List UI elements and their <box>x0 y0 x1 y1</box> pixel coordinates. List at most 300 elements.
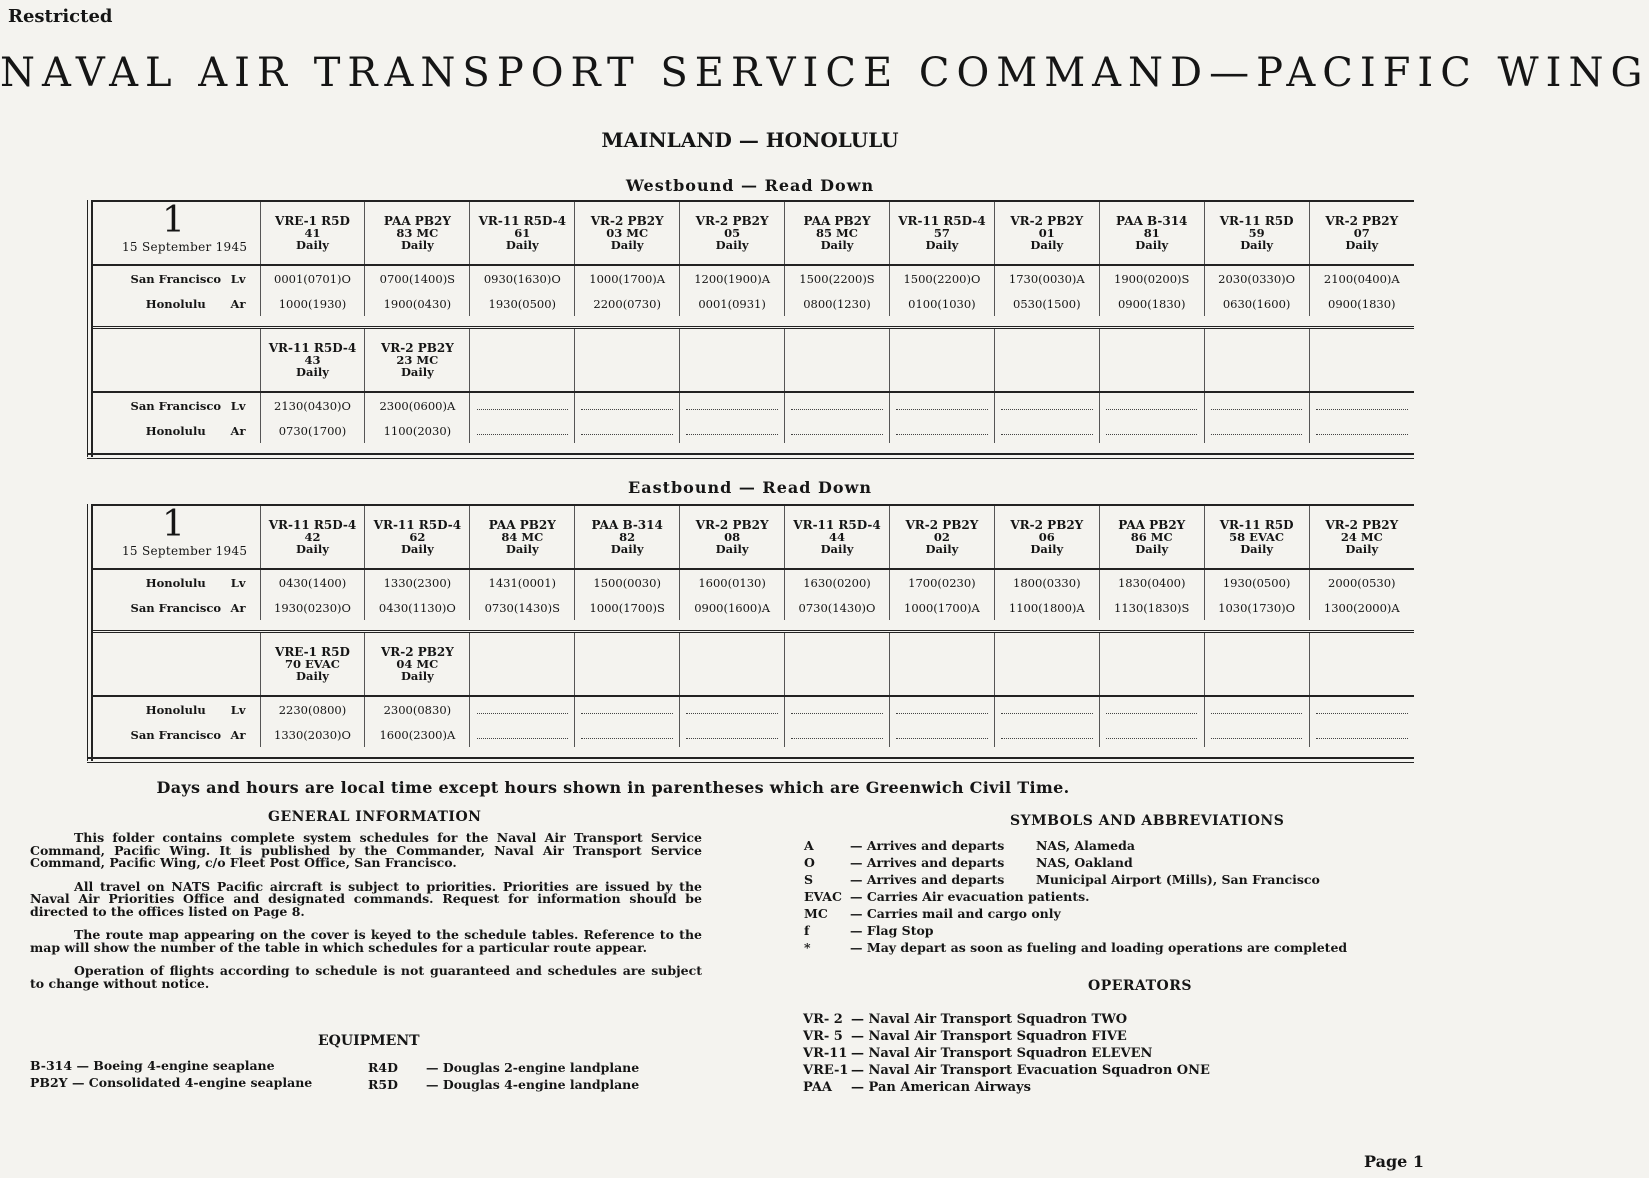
time-cell: 1100(2030) <box>365 418 470 443</box>
time-cell: 0900(1830) <box>1309 291 1414 316</box>
equipment-item <box>30 1075 312 1090</box>
time-cell: 1000(1930) <box>260 291 365 316</box>
time-cell <box>680 696 785 722</box>
time-cell <box>1309 392 1414 418</box>
arrival-row <box>92 722 1414 747</box>
operator-code: VR- 2 <box>803 1012 843 1027</box>
dotted-blank <box>791 730 882 739</box>
general-info-body <box>30 832 702 1001</box>
time-cell: 1200(1900)A <box>680 265 785 291</box>
dotted-blank <box>1211 730 1302 739</box>
flight-header <box>365 505 470 569</box>
dotted-blank <box>686 705 777 714</box>
flight-frequency: Daily <box>1030 542 1064 556</box>
time-cell: 0900(1600)A <box>680 595 785 620</box>
general-info-paragraph: Operation of flights according to schedule is not guaranteed and schedules are subject to change without notice. <box>30 963 702 991</box>
dotted-blank <box>686 401 777 410</box>
equipment-code: B-314 <box>30 1058 73 1073</box>
table-corner <box>92 632 260 697</box>
operator-aircraft: VR-2 PB2Y <box>1010 518 1084 532</box>
time-cell: 1130(1830)S <box>1099 595 1204 620</box>
flight-header <box>1204 505 1309 569</box>
flight-header <box>889 328 994 393</box>
flight-header <box>680 505 785 569</box>
flight-number: 01 <box>1038 226 1055 240</box>
flight-header <box>575 505 680 569</box>
flight-frequency: Daily <box>505 238 539 252</box>
equipment-item <box>368 1060 639 1075</box>
dotted-blank <box>896 705 987 714</box>
gap-cell <box>92 443 1414 453</box>
equipment-code: R4D <box>368 1060 398 1075</box>
time-cell: 2300(0830) <box>365 696 470 722</box>
flight-header <box>680 201 785 265</box>
flight-header <box>470 632 575 697</box>
flight-frequency: Daily <box>715 542 749 556</box>
lv-ar-code: Ar <box>230 600 246 615</box>
dotted-blank <box>1211 401 1302 410</box>
flight-header <box>470 505 575 569</box>
flight-frequency: Daily <box>1345 238 1379 252</box>
equipment-desc: — Douglas 4-engine landplane <box>426 1077 640 1092</box>
city-label <box>92 392 260 418</box>
table-corner <box>92 328 260 393</box>
time-cell: 2030(0330)O <box>1204 265 1309 291</box>
time-cell: 0700(1400)S <box>365 265 470 291</box>
flight-header <box>260 328 365 393</box>
flight-header <box>785 201 890 265</box>
time-cell: 1000(1700)S <box>575 595 680 620</box>
departure-row <box>92 392 1414 418</box>
equipment-desc: — Douglas 2-engine landplane <box>426 1060 640 1075</box>
dotted-blank <box>477 705 568 714</box>
time-cell <box>1204 696 1309 722</box>
flight-frequency: Daily <box>296 542 329 556</box>
dotted-blank <box>1106 426 1197 435</box>
table-number: 1 <box>162 200 185 241</box>
dotted-blank <box>477 730 568 739</box>
dotted-blank <box>1106 730 1197 739</box>
equipment-item <box>30 1058 275 1073</box>
time-cell <box>1099 722 1204 747</box>
time-cell: 1800(0330) <box>994 569 1099 595</box>
flight-header <box>1204 201 1309 265</box>
equipment-code: R5D <box>368 1077 398 1092</box>
flight-number: 08 <box>724 530 741 544</box>
frame-left-rule-inner <box>91 200 95 457</box>
time-cell <box>1309 722 1414 747</box>
operator-aircraft: VR-11 R5D-4 <box>268 518 357 532</box>
operator-aircraft: VRE-1 R5D <box>275 645 350 659</box>
flight-number: 24 MC <box>1340 530 1383 544</box>
city-label <box>92 569 260 595</box>
dotted-blank <box>686 426 777 435</box>
flight-frequency: Daily <box>400 669 434 683</box>
dotted-blank <box>896 730 987 739</box>
dotted-blank <box>581 705 672 714</box>
flight-frequency: Daily <box>1030 238 1064 252</box>
flight-frequency: Daily <box>925 542 959 556</box>
equipment-desc: — Consolidated 4-engine seaplane <box>71 1075 313 1090</box>
dotted-blank <box>791 705 882 714</box>
time-cell: 1830(0400) <box>1099 569 1204 595</box>
time-cell: 1600(2300)A <box>365 722 470 747</box>
time-cell: 1431(0001) <box>470 569 575 595</box>
dotted-blank <box>1211 426 1302 435</box>
operator-aircraft: VR-11 R5D-4 <box>478 214 566 228</box>
flight-frequency: Daily <box>400 365 434 379</box>
flight-header <box>994 632 1099 697</box>
time-cell: 0530(1500) <box>994 291 1099 316</box>
flight-header <box>1309 632 1414 697</box>
city-name: Honolulu <box>145 296 206 311</box>
schedule-table <box>92 200 1414 453</box>
operator-aircraft: PAA PB2Y <box>488 518 556 532</box>
flight-number: 23 MC <box>396 353 439 367</box>
city-label <box>92 291 260 316</box>
flight-number: 59 <box>1248 226 1265 240</box>
dotted-blank <box>896 401 987 410</box>
operators-title: OPERATORS <box>1088 978 1192 994</box>
time-cell: 2300(0600)A <box>365 392 470 418</box>
flight-header <box>1309 328 1414 393</box>
city-label <box>92 722 260 747</box>
dotted-blank <box>686 730 777 739</box>
flight-frequency: Daily <box>1135 238 1169 252</box>
time-cell <box>575 418 680 443</box>
flight-header <box>994 505 1099 569</box>
time-cell: 0800(1230) <box>785 291 890 316</box>
flight-header <box>470 201 575 265</box>
flight-frequency: Daily <box>505 542 539 556</box>
symbol-desc: — Carries mail and cargo only <box>850 906 1061 921</box>
operator-aircraft: VR-2 PB2Y <box>1325 518 1399 532</box>
flight-number: 42 <box>304 530 321 544</box>
row-gap <box>92 620 1414 632</box>
flight-header <box>1099 201 1204 265</box>
dotted-blank <box>1001 705 1092 714</box>
dotted-blank <box>1211 705 1302 714</box>
table-corner <box>92 201 260 265</box>
lv-ar-code: Ar <box>230 296 246 311</box>
lv-ar-code: Ar <box>230 727 246 742</box>
time-note: Days and hours are local time except hours shown in parentheses which are Greenwich Civil Time. <box>156 778 1070 797</box>
city-name: San Francisco <box>130 398 221 413</box>
time-cell: 2200(0730) <box>575 291 680 316</box>
flight-header <box>1099 505 1204 569</box>
flight-header <box>785 505 890 569</box>
flight-header <box>470 328 575 393</box>
arrival-row <box>92 595 1414 620</box>
flight-header <box>994 328 1099 393</box>
time-cell <box>1204 392 1309 418</box>
westbound-title: Westbound — Read Down <box>625 176 875 195</box>
time-cell <box>1309 418 1414 443</box>
frame-bottom-rule <box>87 453 1414 459</box>
frame-bottom-rule <box>87 757 1414 763</box>
flight-frequency: Daily <box>610 238 644 252</box>
flight-header <box>889 505 994 569</box>
time-cell: 1730(0030)A <box>994 265 1099 291</box>
flight-frequency: Daily <box>296 238 329 252</box>
time-cell: 1600(0130) <box>680 569 785 595</box>
symbol-key: f <box>804 923 810 938</box>
city-label <box>92 265 260 291</box>
symbol-desc: — Arrives and departs <box>850 872 1005 887</box>
time-cell: 0100(1030) <box>889 291 994 316</box>
time-cell <box>994 722 1099 747</box>
time-cell: 0430(1130)O <box>365 595 470 620</box>
flight-number: 86 MC <box>1130 530 1173 544</box>
flight-frequency: Daily <box>400 542 434 556</box>
city-name: Honolulu <box>145 423 206 438</box>
eastbound-schedule <box>92 504 1414 761</box>
dotted-blank <box>581 730 672 739</box>
operator-aircraft: VR-11 R5D <box>1219 214 1294 228</box>
time-cell <box>1309 696 1414 722</box>
row-gap <box>92 443 1414 453</box>
flight-header <box>785 632 890 697</box>
flight-header <box>365 328 470 393</box>
time-cell: 1100(1800)A <box>994 595 1099 620</box>
operator-desc: — Naval Air Transport Squadron ELEVEN <box>851 1046 1153 1061</box>
time-cell: 0430(1400) <box>260 569 365 595</box>
departure-row <box>92 569 1414 595</box>
departure-row <box>92 265 1414 291</box>
symbol-key: S <box>804 872 814 887</box>
time-cell <box>994 392 1099 418</box>
flight-number: 81 <box>1143 226 1160 240</box>
dotted-blank <box>1106 401 1197 410</box>
symbol-location: NAS, Oakland <box>1036 855 1133 870</box>
operator-aircraft: VR-2 PB2Y <box>1010 214 1084 228</box>
flight-number: 57 <box>933 226 950 240</box>
flight-frequency: Daily <box>296 365 329 379</box>
operator-aircraft: VR-11 R5D-4 <box>793 518 881 532</box>
time-cell: 0001(0931) <box>680 291 785 316</box>
flight-frequency: Daily <box>296 669 329 683</box>
eastbound-title: Eastbound — Read Down <box>628 478 872 497</box>
time-cell: 2000(0530) <box>1309 569 1414 595</box>
effective-date: 15 September 1945 <box>122 544 248 558</box>
time-cell: 0900(1830) <box>1099 291 1204 316</box>
dotted-blank <box>791 401 882 410</box>
general-info-paragraph: This folder contains complete system schedules for the Naval Air Transport Service Command, Pacific Wing. It is published by the Commander, Naval Air Transport Service Command, Pacific Wing, c/o Fleet Post Office, San Francisco. <box>30 830 702 870</box>
time-cell <box>994 696 1099 722</box>
lv-ar-code: Lv <box>230 575 246 590</box>
flight-number: 70 EVAC <box>285 657 340 671</box>
time-cell: 0730(1430)O <box>785 595 890 620</box>
city-name: San Francisco <box>130 271 221 286</box>
operator-desc: — Naval Air Transport Evacuation Squadron ONE <box>851 1063 1210 1078</box>
dotted-blank <box>1316 401 1408 410</box>
operator-aircraft: VR-2 PB2Y <box>380 341 454 355</box>
operator-aircraft: VR-11 R5D-4 <box>898 214 986 228</box>
flight-number: 61 <box>514 226 531 240</box>
city-name: San Francisco <box>130 727 221 742</box>
operator-desc: — Naval Air Transport Squadron TWO <box>851 1012 1128 1027</box>
dotted-blank <box>581 401 672 410</box>
time-cell <box>575 722 680 747</box>
time-cell <box>680 392 785 418</box>
operator-aircraft: VR-2 PB2Y <box>695 214 769 228</box>
flight-header <box>1204 328 1309 393</box>
flight-number: 84 MC <box>501 530 544 544</box>
flight-header <box>365 201 470 265</box>
operator-aircraft: VRE-1 R5D <box>275 214 350 228</box>
flight-number: 82 <box>619 530 636 544</box>
flight-header <box>785 328 890 393</box>
time-cell: 0930(1630)O <box>470 265 575 291</box>
operator-aircraft: PAA PB2Y <box>383 214 451 228</box>
time-cell: 1000(1700)A <box>575 265 680 291</box>
flight-header <box>994 201 1099 265</box>
time-cell: 2130(0430)O <box>260 392 365 418</box>
general-info-paragraph: All travel on NATS Pacific aircraft is subject to priorities. Priorities are issued by the Naval Air Priorities Office and designated commands. Request for information should be directed to the offices listed on Page 8. <box>30 878 702 919</box>
operator-desc: — Naval Air Transport Squadron FIVE <box>851 1029 1127 1044</box>
gap-cell <box>92 316 1414 328</box>
symbol-location: Municipal Airport (Mills), San Francisco <box>1036 872 1320 887</box>
flight-header <box>680 328 785 393</box>
flight-frequency: Daily <box>400 238 434 252</box>
time-cell <box>470 696 575 722</box>
time-cell: 1900(0430) <box>365 291 470 316</box>
operator-code: VR-11 <box>803 1046 848 1061</box>
operator-aircraft: VR-2 PB2Y <box>905 518 979 532</box>
dotted-blank <box>791 426 882 435</box>
time-cell <box>785 722 890 747</box>
dotted-blank <box>1316 730 1408 739</box>
operator-code: VR- 5 <box>803 1029 843 1044</box>
general-info-title: GENERAL INFORMATION <box>268 809 482 825</box>
flight-header-row <box>92 632 1414 697</box>
departure-row <box>92 696 1414 722</box>
flight-header <box>1309 201 1414 265</box>
dotted-blank <box>1001 426 1092 435</box>
lv-ar-code: Lv <box>230 398 246 413</box>
time-cell: 1000(1700)A <box>889 595 994 620</box>
time-cell: 1330(2300) <box>365 569 470 595</box>
operator-aircraft: PAA PB2Y <box>803 214 871 228</box>
time-cell <box>470 392 575 418</box>
flight-number: 41 <box>304 226 321 240</box>
lv-ar-code: Lv <box>230 271 246 286</box>
arrival-row <box>92 291 1414 316</box>
flight-frequency: Daily <box>1345 542 1379 556</box>
dotted-blank <box>477 401 568 410</box>
gap-cell <box>92 747 1414 757</box>
flight-header <box>575 328 680 393</box>
time-cell: 1300(2000)A <box>1309 595 1414 620</box>
flight-header-row <box>92 201 1414 265</box>
time-cell <box>994 418 1099 443</box>
flight-number: 85 MC <box>816 226 858 240</box>
flight-frequency: Daily <box>1135 542 1169 556</box>
city-label <box>92 595 260 620</box>
westbound-schedule <box>92 200 1414 457</box>
time-cell: 1630(0200) <box>785 569 890 595</box>
table-number: 1 <box>162 504 185 545</box>
flight-number: 58 EVAC <box>1229 530 1285 544</box>
flight-number: 07 <box>1353 226 1370 240</box>
equipment-item <box>368 1077 639 1092</box>
flight-header <box>1099 632 1204 697</box>
time-cell <box>889 392 994 418</box>
time-cell <box>575 392 680 418</box>
row-gap <box>92 747 1414 757</box>
time-cell <box>785 696 890 722</box>
time-cell: 0630(1600) <box>1204 291 1309 316</box>
time-cell: 1930(0230)O <box>260 595 365 620</box>
time-cell <box>575 696 680 722</box>
time-cell: 1700(0230) <box>889 569 994 595</box>
operator-desc: — Pan American Airways <box>851 1080 1031 1095</box>
symbol-location: NAS, Alameda <box>1036 838 1135 853</box>
equipment-desc: — Boeing 4-engine seaplane <box>76 1058 275 1073</box>
arrival-row <box>92 418 1414 443</box>
flight-header <box>1204 632 1309 697</box>
time-cell <box>470 722 575 747</box>
time-cell <box>680 722 785 747</box>
flight-number: 43 <box>304 353 321 367</box>
flight-header <box>680 632 785 697</box>
flight-frequency: Daily <box>715 238 749 252</box>
flight-header <box>260 505 365 569</box>
flight-number: 02 <box>933 530 950 544</box>
flight-header <box>575 632 680 697</box>
time-cell: 1030(1730)O <box>1204 595 1309 620</box>
operator-aircraft: VR-2 PB2Y <box>1325 214 1399 228</box>
flight-frequency: Daily <box>820 542 854 556</box>
time-cell: 1930(0500) <box>470 291 575 316</box>
dotted-blank <box>1001 730 1092 739</box>
flight-header <box>889 201 994 265</box>
flight-frequency: Daily <box>610 542 644 556</box>
row-gap <box>92 316 1414 328</box>
time-cell <box>1099 418 1204 443</box>
time-cell <box>785 418 890 443</box>
flight-header-row <box>92 505 1414 569</box>
time-cell: 1500(0030) <box>575 569 680 595</box>
flight-frequency: Daily <box>925 238 959 252</box>
dotted-blank <box>896 426 987 435</box>
flight-number: 04 MC <box>396 657 439 671</box>
symbol-desc: — Carries Air evacuation patients. <box>850 889 1090 904</box>
time-cell: 1500(2200)S <box>785 265 890 291</box>
frame-left-rule-inner <box>91 504 95 761</box>
route-title: MAINLAND — HONOLULU <box>601 128 899 152</box>
time-cell: 0001(0701)O <box>260 265 365 291</box>
flight-number: 62 <box>409 530 426 544</box>
operator-code: VRE-1 <box>803 1063 849 1078</box>
dotted-blank <box>1316 705 1408 714</box>
operator-aircraft: VR-2 PB2Y <box>380 645 454 659</box>
symbol-key: A <box>804 838 814 853</box>
time-cell: 0730(1700) <box>260 418 365 443</box>
gap-cell <box>92 620 1414 632</box>
operator-aircraft: PAA B-314 <box>591 518 663 532</box>
time-cell <box>1204 418 1309 443</box>
time-cell <box>1099 392 1204 418</box>
time-cell <box>889 696 994 722</box>
time-cell <box>785 392 890 418</box>
lv-ar-code: Ar <box>230 423 246 438</box>
general-info-paragraph: The route map appearing on the cover is keyed to the schedule tables. Reference to the map will show the number of the table in which schedules for a particular route appear. <box>30 927 702 955</box>
flight-header <box>889 632 994 697</box>
operator-aircraft: VR-2 PB2Y <box>590 214 664 228</box>
symbol-key: EVAC <box>804 889 842 904</box>
flight-header <box>1099 328 1204 393</box>
